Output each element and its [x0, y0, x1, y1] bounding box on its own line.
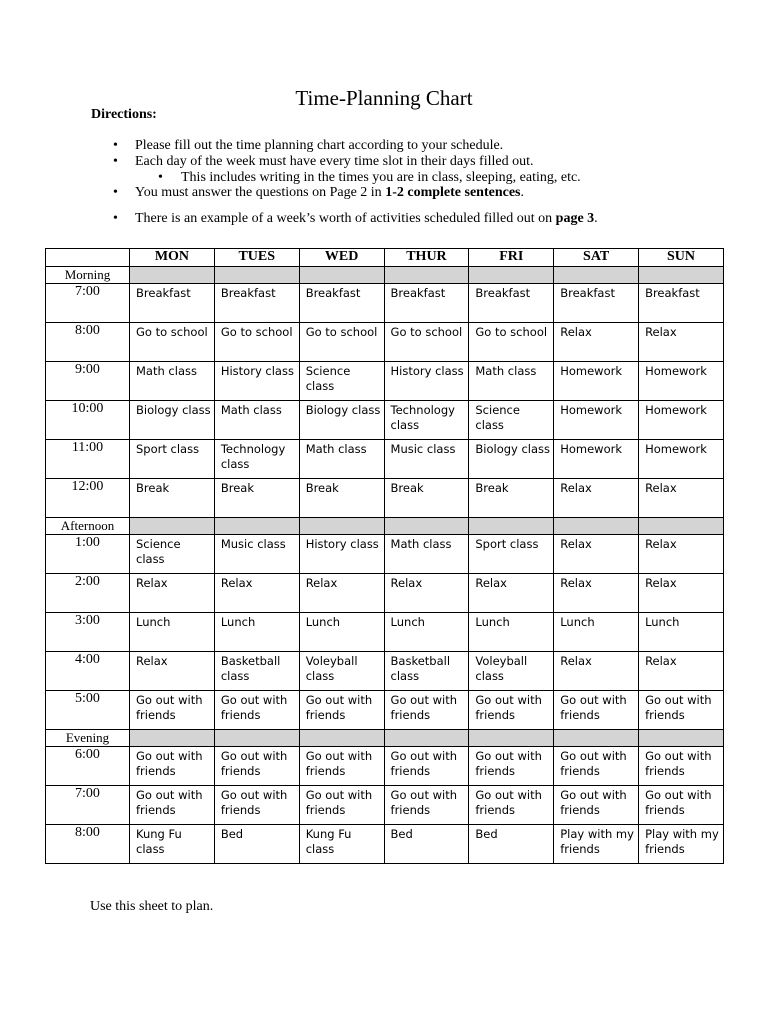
section-shade-cell — [639, 730, 724, 747]
activity-cell: Go out with friends — [214, 691, 299, 730]
activity-cell: Relax — [554, 535, 639, 574]
activity-cell: Science class — [130, 535, 215, 574]
activity-cell: Relax — [639, 574, 724, 613]
bullet-text: page 3 — [555, 211, 595, 226]
activity-cell: Bed — [469, 825, 554, 864]
section-shade-cell — [554, 267, 639, 284]
time-slot: 2:00 — [46, 574, 130, 613]
section-shade-cell — [214, 730, 299, 747]
activity-cell: Bed — [384, 825, 469, 864]
day-header: FRI — [469, 249, 554, 267]
activity-cell: Math class — [214, 401, 299, 440]
activity-cell: Break — [469, 479, 554, 518]
sub-bullet-item — [113, 170, 598, 185]
table-row — [46, 479, 724, 518]
activity-cell: Go out with friends — [384, 786, 469, 825]
activity-cell: Biology class — [130, 401, 215, 440]
section-shade-cell — [214, 518, 299, 535]
bullet-text: Each day of the week must have every time slot in their days filled out. — [135, 154, 534, 169]
activity-cell: Math class — [384, 535, 469, 574]
bullet-marker: • — [113, 185, 118, 200]
section-shade-cell — [384, 730, 469, 747]
section-shade-cell — [554, 730, 639, 747]
bullet-marker: • — [158, 170, 163, 185]
activity-cell: Math class — [299, 440, 384, 479]
directions-list — [113, 138, 598, 227]
activity-cell: Go out with friends — [469, 747, 554, 786]
activity-cell: Homework — [639, 362, 724, 401]
activity-cell: History class — [384, 362, 469, 401]
section-shade-cell — [469, 730, 554, 747]
activity-cell: Voleyball class — [299, 652, 384, 691]
activity-cell: Go out with friends — [299, 691, 384, 730]
time-slot: 8:00 — [46, 825, 130, 864]
activity-cell: Relax — [639, 323, 724, 362]
activity-cell: Math class — [130, 362, 215, 401]
table-row — [46, 652, 724, 691]
activity-cell: Go out with friends — [554, 747, 639, 786]
table-row — [46, 284, 724, 323]
bullet-text: Please fill out the time planning chart according to your schedule. — [135, 138, 504, 153]
activity-cell: Homework — [639, 440, 724, 479]
day-header: SUN — [639, 249, 724, 267]
time-slot: 10:00 — [46, 401, 130, 440]
activity-cell: Lunch — [554, 613, 639, 652]
time-slot: 1:00 — [46, 535, 130, 574]
activity-cell: Relax — [639, 652, 724, 691]
section-shade-cell — [299, 730, 384, 747]
activity-cell: Breakfast — [469, 284, 554, 323]
activity-cell: Music class — [384, 440, 469, 479]
day-header: THUR — [384, 249, 469, 267]
section-row — [46, 730, 724, 747]
bullet-item — [113, 138, 598, 154]
activity-cell: Lunch — [384, 613, 469, 652]
time-slot: 3:00 — [46, 613, 130, 652]
activity-cell: Relax — [639, 535, 724, 574]
time-slot: 8:00 — [46, 323, 130, 362]
table-row — [46, 613, 724, 652]
activity-cell: Go to school — [469, 323, 554, 362]
activity-cell: Homework — [554, 440, 639, 479]
table-row — [46, 786, 724, 825]
section-shade-cell — [469, 518, 554, 535]
activity-cell: Basketball class — [214, 652, 299, 691]
activity-cell: Relax — [130, 652, 215, 691]
activity-cell: Technology class — [384, 401, 469, 440]
activity-cell: Sport class — [469, 535, 554, 574]
activity-cell: Biology class — [469, 440, 554, 479]
activity-cell: Go to school — [214, 323, 299, 362]
activity-cell: Relax — [554, 652, 639, 691]
directions-heading: Directions: — [91, 107, 157, 122]
activity-cell: Technology class — [214, 440, 299, 479]
table-row — [46, 440, 724, 479]
section-shade-cell — [469, 267, 554, 284]
section-shade-cell — [130, 518, 215, 535]
activity-cell: Homework — [639, 401, 724, 440]
section-shade-cell — [130, 267, 215, 284]
activity-cell: Go out with friends — [469, 786, 554, 825]
activity-cell: Relax — [130, 574, 215, 613]
activity-cell: Sport class — [130, 440, 215, 479]
activity-cell: Lunch — [639, 613, 724, 652]
activity-cell: Break — [384, 479, 469, 518]
activity-cell: Science class — [469, 401, 554, 440]
activity-cell: Break — [214, 479, 299, 518]
section-shade-cell — [130, 730, 215, 747]
activity-cell: Go out with friends — [554, 691, 639, 730]
time-slot: 5:00 — [46, 691, 130, 730]
bullet-item — [113, 211, 598, 227]
activity-cell: Music class — [214, 535, 299, 574]
footer-note: Use this sheet to plan. — [90, 899, 214, 914]
bullet-text: There is an example of a week’s worth of activities scheduled filled out on — [135, 211, 556, 226]
activity-cell: Kung Fu class — [299, 825, 384, 864]
time-slot: 6:00 — [46, 747, 130, 786]
activity-cell: Go to school — [130, 323, 215, 362]
activity-cell: Go out with friends — [130, 691, 215, 730]
activity-cell: Math class — [469, 362, 554, 401]
activity-cell: Breakfast — [554, 284, 639, 323]
bullet-marker: • — [113, 211, 118, 226]
activity-cell: Go out with friends — [214, 747, 299, 786]
activity-cell: Basketball class — [384, 652, 469, 691]
activity-cell: Relax — [299, 574, 384, 613]
table-row — [46, 825, 724, 864]
time-slot: 12:00 — [46, 479, 130, 518]
activity-cell: Go to school — [384, 323, 469, 362]
activity-cell: Go out with friends — [554, 786, 639, 825]
activity-cell: Breakfast — [130, 284, 215, 323]
activity-cell: Break — [130, 479, 215, 518]
activity-cell: Lunch — [130, 613, 215, 652]
activity-cell: Break — [299, 479, 384, 518]
bullet-marker: • — [113, 154, 118, 169]
bullet-item — [113, 154, 598, 170]
section-label: Evening — [46, 730, 130, 747]
table-row — [46, 323, 724, 362]
time-planning-table — [45, 248, 724, 864]
activity-cell: Relax — [214, 574, 299, 613]
section-row — [46, 518, 724, 535]
activity-cell: Go to school — [299, 323, 384, 362]
time-slot: 4:00 — [46, 652, 130, 691]
activity-cell: Relax — [639, 479, 724, 518]
section-shade-cell — [384, 518, 469, 535]
day-header: WED — [299, 249, 384, 267]
activity-cell: Go out with friends — [639, 786, 724, 825]
section-label: Afternoon — [46, 518, 130, 535]
table-row — [46, 535, 724, 574]
activity-cell: Voleyball class — [469, 652, 554, 691]
activity-cell: History class — [299, 535, 384, 574]
bullet-marker: • — [113, 138, 118, 153]
time-slot: 11:00 — [46, 440, 130, 479]
activity-cell: Go out with friends — [299, 747, 384, 786]
page-title: Time-Planning Chart — [295, 86, 473, 110]
activity-cell: Go out with friends — [130, 786, 215, 825]
activity-cell: Play with my friends — [554, 825, 639, 864]
day-header: SAT — [554, 249, 639, 267]
activity-cell: Relax — [554, 479, 639, 518]
activity-cell: Go out with friends — [639, 747, 724, 786]
day-header: TUES — [214, 249, 299, 267]
section-shade-cell — [299, 267, 384, 284]
activity-cell: Go out with friends — [299, 786, 384, 825]
activity-cell: Bed — [214, 825, 299, 864]
table-row — [46, 401, 724, 440]
section-shade-cell — [299, 518, 384, 535]
activity-cell: Go out with friends — [214, 786, 299, 825]
activity-cell: Lunch — [299, 613, 384, 652]
bullet-text: This includes writing in the times you are in class, sleeping, eating, etc. — [181, 170, 581, 185]
bullet-text: You must answer the questions on Page 2 in — [135, 185, 386, 200]
activity-cell: Breakfast — [214, 284, 299, 323]
bullet-text: . — [594, 211, 598, 226]
time-slot: 7:00 — [46, 786, 130, 825]
section-shade-cell — [384, 267, 469, 284]
activity-cell: Go out with friends — [130, 747, 215, 786]
table-row — [46, 574, 724, 613]
activity-cell: Science class — [299, 362, 384, 401]
table-row — [46, 747, 724, 786]
section-label: Morning — [46, 267, 130, 284]
bullet-text: 1-2 complete sentences — [385, 185, 521, 200]
activity-cell: Kung Fu class — [130, 825, 215, 864]
activity-cell: Breakfast — [384, 284, 469, 323]
activity-cell: Relax — [469, 574, 554, 613]
activity-cell: Lunch — [469, 613, 554, 652]
activity-cell: Homework — [554, 362, 639, 401]
day-header: MON — [130, 249, 215, 267]
activity-cell: Go out with friends — [384, 747, 469, 786]
activity-cell: Relax — [384, 574, 469, 613]
table-row — [46, 691, 724, 730]
section-shade-cell — [214, 267, 299, 284]
table-row — [46, 362, 724, 401]
section-shade-cell — [639, 518, 724, 535]
corner-cell — [46, 249, 130, 267]
activity-cell: Breakfast — [639, 284, 724, 323]
time-slot: 9:00 — [46, 362, 130, 401]
activity-cell: Go out with friends — [639, 691, 724, 730]
activity-cell: Play with my friends — [639, 825, 724, 864]
activity-cell: Go out with friends — [469, 691, 554, 730]
time-slot: 7:00 — [46, 284, 130, 323]
activity-cell: Go out with friends — [384, 691, 469, 730]
activity-cell: Homework — [554, 401, 639, 440]
activity-cell: Relax — [554, 323, 639, 362]
section-shade-cell — [639, 267, 724, 284]
activity-cell: Breakfast — [299, 284, 384, 323]
bullet-text: . — [520, 185, 524, 200]
activity-cell: Lunch — [214, 613, 299, 652]
activity-cell: Biology class — [299, 401, 384, 440]
activity-cell: History class — [214, 362, 299, 401]
section-row — [46, 267, 724, 284]
bullet-item — [113, 185, 598, 201]
activity-cell: Relax — [554, 574, 639, 613]
section-shade-cell — [554, 518, 639, 535]
